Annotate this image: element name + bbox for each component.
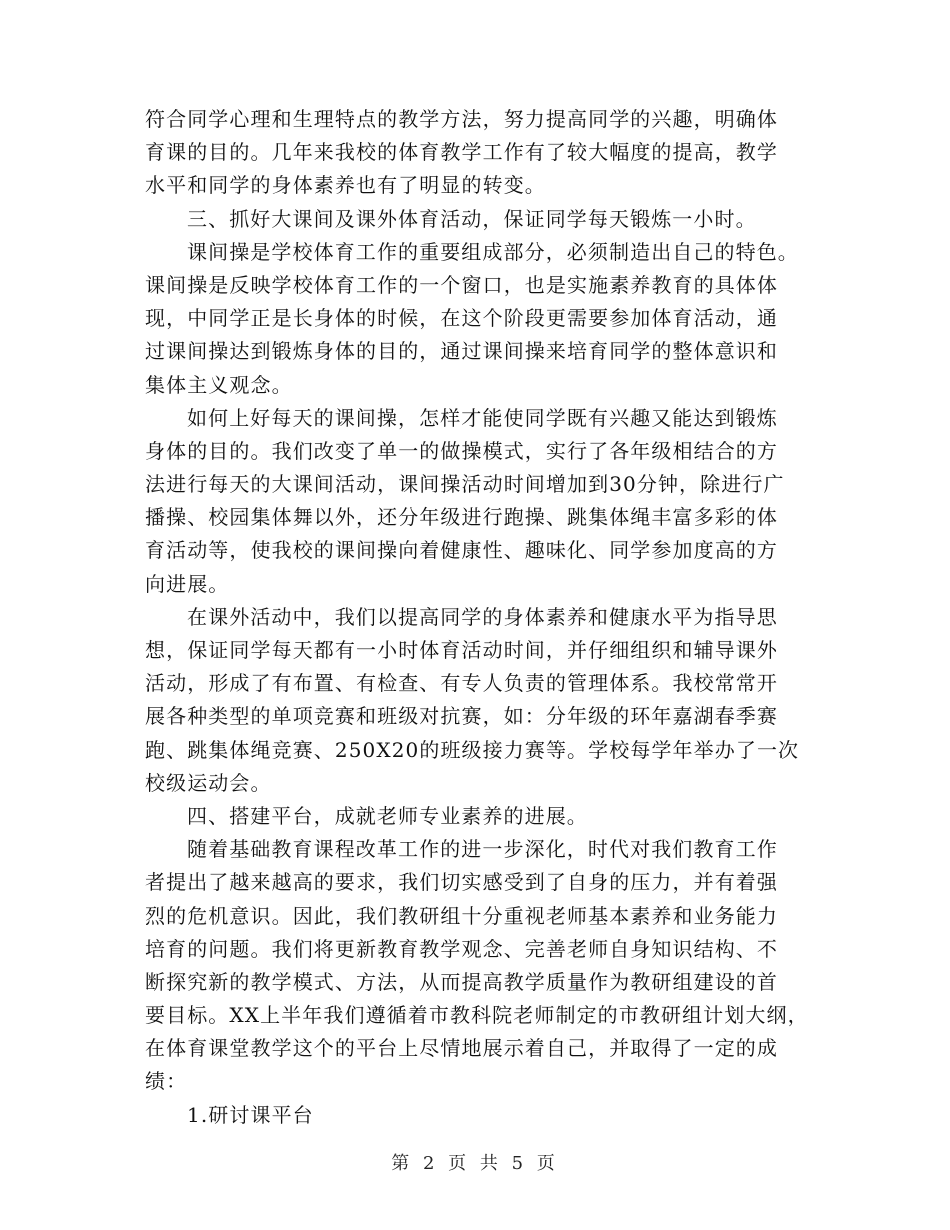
section-heading: 四、搭建平台，成就老师专业素养的进展。 [187,803,588,828]
text-line: 校级运动会。 [145,770,272,795]
text-line: 在体育课堂教学这个的平台上尽情地展示着自己，并取得了一定的成 [145,1036,778,1061]
text-line: 符合同学心理和生理特点的教学方法，努力提高同学的兴趣，明确体 [145,107,778,131]
page-footer: 第 2 页 共 5 页 [391,1153,559,1174]
text-line: 课间操是学校体育工作的重要组成部分，必须制造出自己的特色。 [187,239,799,264]
text-line: 绩： [145,1069,188,1094]
text-line: 如何上好每天的课间操，怎样才能使同学既有兴趣又能达到锻炼 [187,405,778,430]
list-item-heading: 1.研讨课平台 [187,1102,314,1127]
text-line: 向进展。 [145,571,230,596]
text-line: 现，中同学正是长身体的时候，在这个阶段更需要参加体育活动，通 [145,306,778,331]
text-line: 随着基础教育课程改革工作的进一步深化，时代对我们教育工作 [187,837,778,862]
text-line: 者提出了越来越高的要求，我们切实感受到了自身的压力，并有着强 [145,870,778,895]
text-line: 播操、校园集体舞以外，还分年级进行跑操、跳集体绳丰富多彩的体 [145,505,778,530]
text-line: 水平和同学的身体素养也有了明显的转变。 [145,173,546,198]
text-line: 培育的问题。我们将更新教育教学观念、完善老师自身知识结构、不 [145,936,778,961]
section-heading: 三、抓好大课间及课外体育活动，保证同学每天锻炼一小时。 [187,206,757,231]
text-line: 身体的目的。我们改变了单一的做操模式，实行了各年级相结合的方 [145,438,778,463]
text-line: 集体主义观念。 [145,372,293,397]
text-line: 要目标。XX上半年我们遵循着市教科院老师制定的市教研组计划大纲， [145,1003,809,1028]
document-body [145,103,811,1132]
text-line: 烈的危机意识。因此，我们教研组十分重视老师基本素养和业务能力 [145,903,778,928]
text-line: 课间操是反映学校体育工作的一个窗口，也是实施素养教育的具体体 [145,272,778,297]
text-line: 断探究新的教学模式、方法，从而提高教学质量作为教研组建设的首 [145,969,778,994]
text-line: 想，保证同学每天都有一小时体育活动时间，并仔细组织和辅导课外 [145,638,778,662]
text-line: 育课的目的。几年来我校的体育教学工作有了较大幅度的提高，教学 [145,140,778,165]
text-line: 过课间操达到锻炼身体的目的，通过课间操来培育同学的整体意识和 [145,339,778,364]
text-line: 法进行每天的大课间活动，课间操活动时间增加到30分钟，除进行广 [145,472,785,497]
text-line: 跑、跳集体绳竞赛、250X20的班级接力赛等。学校每学年举办了一次 [145,737,800,762]
text-line: 育活动等，使我校的课间操向着健康性、趣味化、同学参加度高的方 [145,538,778,563]
text-line: 活动，形成了有布置、有检查、有专人负责的管理体系。我校常常开 [145,671,778,696]
text-line: 展各种类型的单项竞赛和班级对抗赛，如：分年级的环年嘉湖春季赛 [145,704,778,729]
text-line: 在课外活动中，我们以提高同学的身体素养和健康水平为指导思 [187,604,778,629]
